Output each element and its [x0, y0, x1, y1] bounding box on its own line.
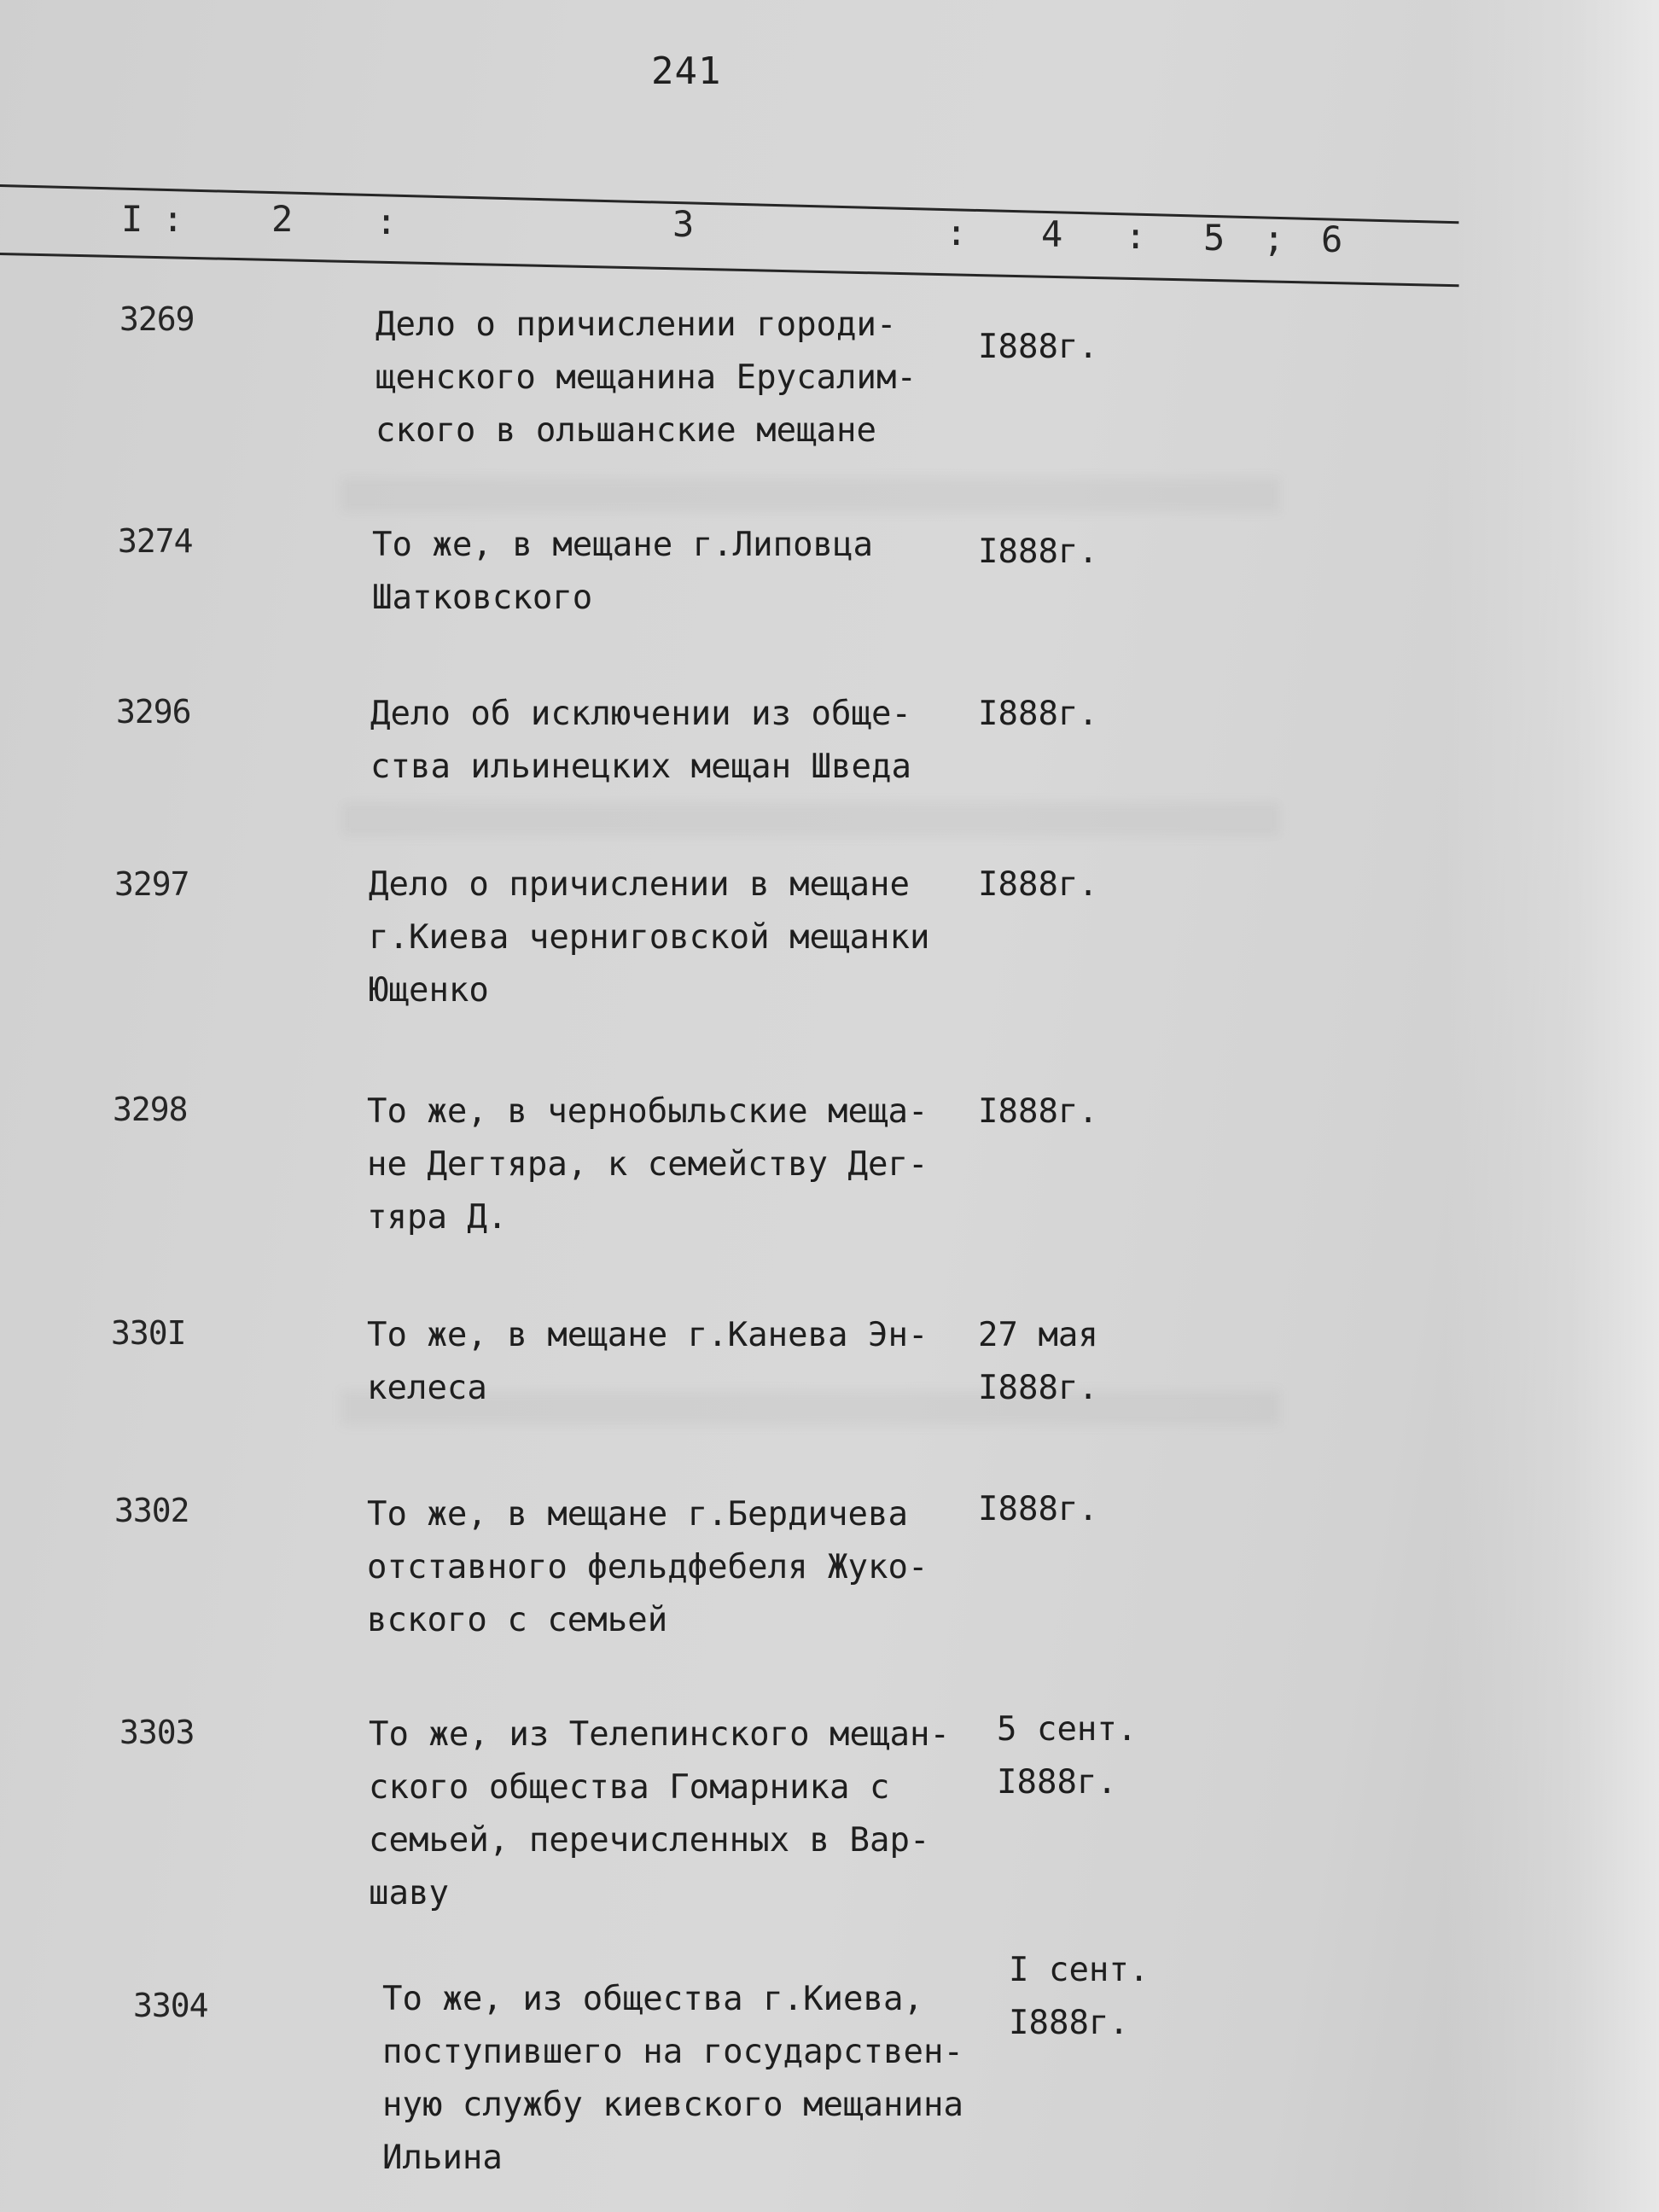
column-header-4: 4 [1041, 213, 1063, 255]
case-number: 3298 [113, 1091, 188, 1128]
case-description: То же, из Телепинского мещан- ского общества Гомарника с семьей, перечисленных в Вар- шаву [369, 1715, 950, 1912]
case-date: I888г. [978, 1092, 1098, 1131]
case-description: То же, в чернобыльские меща- не Дегтяра, к семейству Дег- тяра Д. [367, 1092, 928, 1237]
case-number: 3303 [119, 1714, 195, 1751]
case-date: I888г. [978, 1490, 1098, 1528]
case-number: 330I [111, 1314, 186, 1352]
case-date: I888г. [978, 865, 1098, 904]
case-date: I888г. [978, 328, 1098, 366]
column-header-separator: ; [1263, 218, 1285, 259]
case-number: 3304 [133, 1987, 208, 2024]
case-date: 5 сент. I888г. [997, 1710, 1138, 1802]
case-number: 3269 [119, 300, 195, 338]
column-header-1: I [121, 198, 143, 240]
column-header-separator: : [946, 212, 968, 253]
column-header-6: 6 [1321, 218, 1343, 260]
case-description: Дело о причислении городи- щенского мещанина Ерусалим- ского в ольшанские мещане [375, 306, 917, 450]
column-header-separator: : [162, 198, 184, 240]
case-number: 3274 [118, 522, 193, 560]
case-description: То же, из общества г.Киева, поступившего на государствен- ную службу киевского мещанина Ильина [382, 1980, 963, 2177]
case-description: То же, в мещане г.Липовца Шатковского [372, 526, 873, 617]
case-description: То же, в мещане г.Бердичева отставного фельдфебеля Жуко- вского с семьей [367, 1495, 928, 1639]
column-header-5: 5 [1203, 217, 1225, 259]
column-header-separator: : [1125, 215, 1147, 257]
case-description: То же, в мещане г.Канева Эн- келеса [367, 1316, 928, 1407]
case-description: Дело об исключении из обще- ства ильинецких мещан Шведа [370, 695, 911, 786]
case-date: 27 мая I888г. [978, 1316, 1098, 1407]
case-number: 3302 [114, 1492, 189, 1529]
page-number: 241 [651, 49, 722, 93]
case-date: I888г. [978, 533, 1098, 571]
case-date: I888г. [978, 695, 1098, 733]
case-number: 3296 [116, 693, 191, 731]
case-number: 3297 [114, 865, 189, 903]
column-header-separator: : [375, 201, 398, 242]
case-date: I сент. I888г. [1009, 1951, 1150, 2042]
case-description: Дело о причислении в мещане г.Киева черниговской мещанки Ющенко [369, 865, 930, 1010]
column-header-3: 3 [672, 203, 695, 245]
column-header-2: 2 [271, 198, 294, 240]
